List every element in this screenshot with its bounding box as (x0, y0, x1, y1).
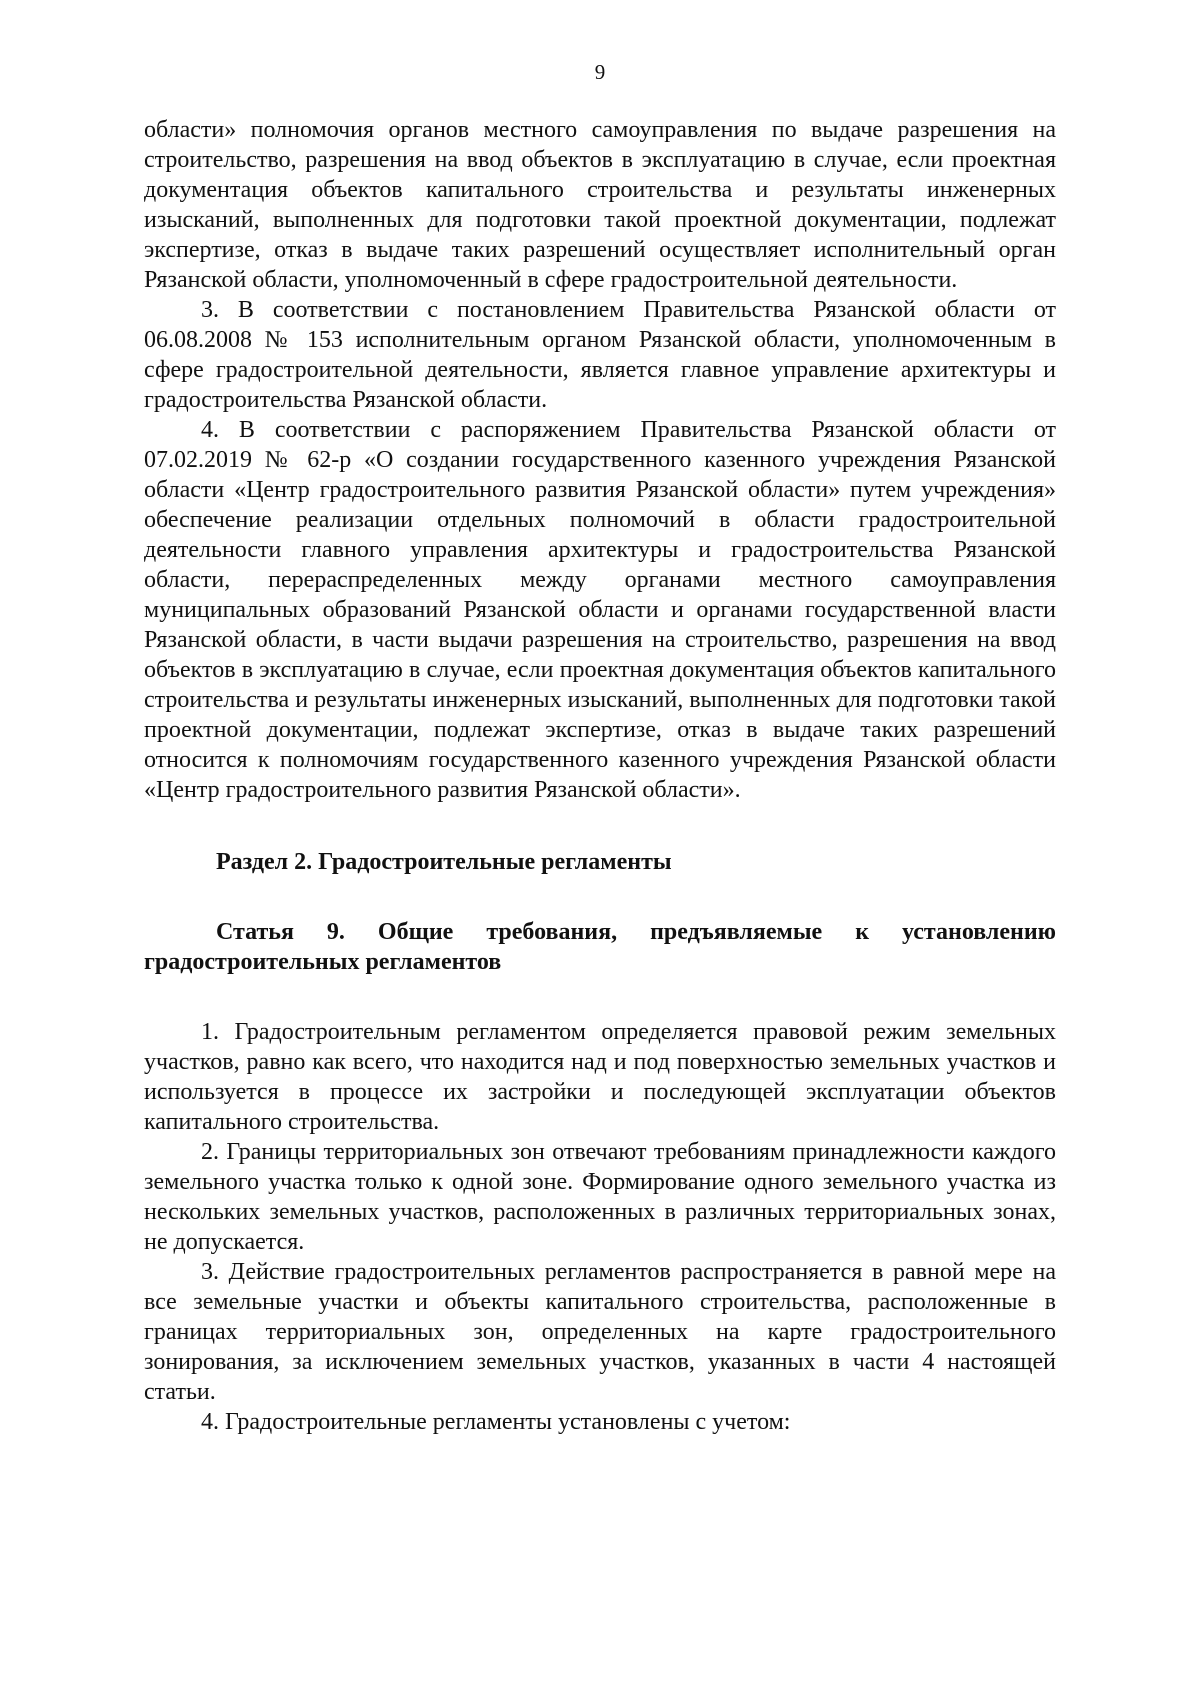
paragraph-item-3: 3. В соответствии с постановлением Правительства Рязанской области от 06.08.2008 № 153 исполнительным органом Рязанской области, уполномоченным в сфере градостроительной деятельности, является главное управление архитектуры и градостроительства Рязанской области. (144, 297, 1056, 413)
article-paragraph-1: 1. Градостроительным регламентом определяется правовой режим земельных участков, равно как всего, что находится над и под поверхностью земельных участков и используется в процессе их застройки и последующей эксплуатации объектов капитального строительства. (144, 1019, 1056, 1135)
paragraph-item-4: 4. В соответствии с распоряжением Правительства Рязанской области от 07.02.2019 № 62-р «О создании государственного казенного учреждения Рязанской области «Центр градостроительного развития Рязанской области» путем учреждения» обеспечение реализации отдельных полномочий в области градостроительной деятельности главного управления архитектуры и градостроительства Рязанской области, перераспределенных между органами местного самоуправления муниципальных образований Рязанской области и органами государственной власти Рязанской области, в части выдачи разрешения на строительство, разрешения на ввод объектов в эксплуатацию в случае, если проектная документация объектов капитального строительства и результаты инженерных изысканий, выполненных для подготовки такой проектной документации, подлежат экспертизе, отказ в выдаче таких разрешений относится к полномочиям государственного казенного учреждения Рязанской области «Центр градостроительного развития Рязанской области». (144, 417, 1056, 803)
article-paragraph-2: 2. Границы территориальных зон отвечают требованиям принадлежности каждого земельного участка только к одной зоне. Формирование одного земельного участка из нескольких земельных участков, расположенных в различных территориальных зонах, не допускается. (144, 1139, 1056, 1255)
article-paragraph-4: 4. Градостроительные регламенты установлены с учетом: (201, 1409, 791, 1435)
article-heading: Статья 9. Общие требования, предъявляемые к установлению градостроительных регламентов (144, 919, 1056, 975)
page-number: 9 (594, 60, 606, 84)
page-content (144, 115, 1056, 1437)
section-heading: Раздел 2. Градостроительные регламенты (216, 849, 672, 875)
paragraph-continuation: области» полномочия органов местного самоуправления по выдаче разрешения на строительство, разрешения на ввод объектов в эксплуатацию в случае, если проектная документация объектов капитального строительства и результаты инженерных изысканий, выполненных для подготовки такой проектной документации, подлежат экспертизе, отказ в выдаче таких разрешений осуществляет исполнительный орган Рязанской области, уполномоченный в сфере градостроительной деятельности. (144, 117, 1056, 293)
article-paragraph-3: 3. Действие градостроительных регламентов распространяется в равной мере на все земельные участки и объекты капитального строительства, расположенные в границах территориальных зон, определенных на карте градостроительного зонирования, за исключением земельных участков, указанных в части 4 настоящей статьи. (144, 1259, 1056, 1405)
